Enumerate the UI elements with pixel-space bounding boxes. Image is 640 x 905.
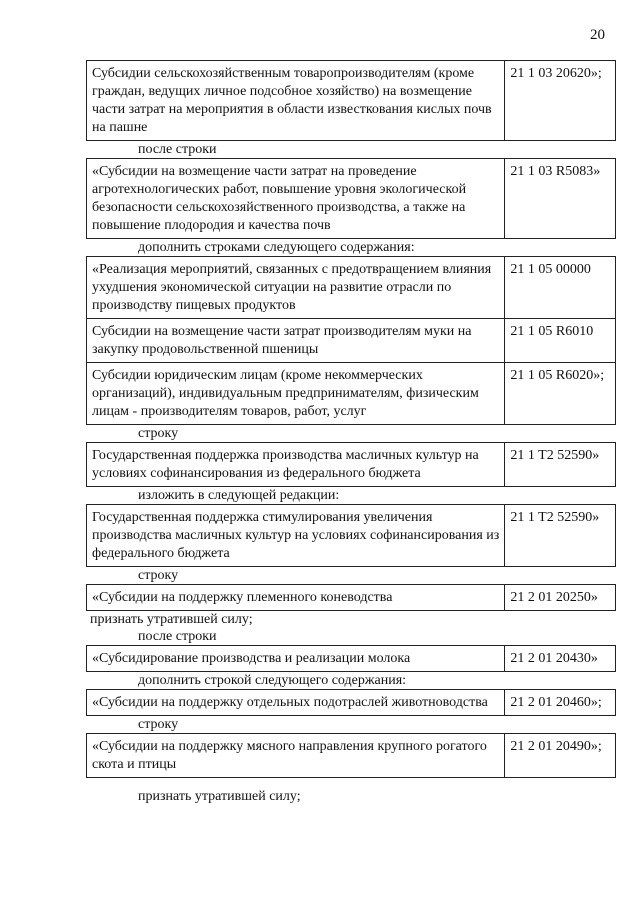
row-code-cell: 21 1 05 R6020»;: [510, 368, 605, 383]
instruction-text: после строки: [138, 142, 217, 157]
table-row: [86, 60, 616, 141]
instruction-text: строку: [138, 426, 179, 441]
row-code-cell: 21 2 01 20430»: [510, 651, 598, 666]
amendment-document: [86, 60, 616, 805]
row-name-cell: «Субсидии на поддержку племенного коневодства: [87, 585, 505, 610]
row-code-cell: 21 1 03 R5083»: [510, 164, 601, 179]
instruction-text: признать утратившей силу;: [90, 612, 253, 627]
row-code-cell: 21 1 T2 52590»: [510, 448, 600, 463]
instruction-text: строку: [138, 717, 179, 732]
row-name-cell: Субсидии юридическим лицам (кроме некоммерческих организаций), индивидуальным предпринимателям, физическим лицам - производителям товаров, работ, услуг: [87, 363, 505, 424]
table-row: [86, 158, 616, 239]
row-name-cell: Субсидии на возмещение части затрат производителям муки на закупку продовольственной пшеницы: [87, 319, 505, 362]
table-row: [86, 319, 616, 363]
row-name-cell: «Реализация мероприятий, связанных с предотвращением влияния ухудшения экономической ситуации на развитие отрасли по производству пищевых продуктов: [87, 257, 505, 318]
row-name-cell: «Субсидии на поддержку отдельных подотраслей животноводства: [87, 690, 505, 715]
row-code-cell: 21 1 03 20620»;: [510, 66, 602, 81]
row-code-cell: 21 2 01 20250»: [510, 590, 598, 605]
instruction-text: признать утратившей силу;: [138, 789, 301, 804]
row-name-cell: «Субсидирование производства и реализации молока: [87, 646, 505, 671]
row-code-cell: 21 1 05 R6010: [510, 324, 594, 339]
page-number: 20: [590, 27, 605, 43]
table-row: [86, 733, 616, 778]
instruction-text: изложить в следующей редакции:: [138, 488, 340, 503]
row-code-cell: 21 2 01 20490»;: [510, 739, 602, 754]
instruction-text: после строки: [138, 629, 217, 644]
instruction-text: строку: [138, 568, 179, 583]
row-name-cell: Субсидии сельскохозяйственным товаропроизводителям (кроме граждан, ведущих личное подсобное хозяйство) на возмещение части затрат на мероприятия в области известкования кислых почв на пашне: [87, 61, 505, 140]
row-code-cell: 21 1 05 00000: [510, 262, 591, 277]
table-row: [86, 645, 616, 672]
row-code-cell: 21 2 01 20460»;: [510, 695, 602, 710]
instruction-text: дополнить строкой следующего содержания:: [138, 673, 407, 688]
row-name-cell: Государственная поддержка производства масличных культур на условиях софинансирования из федерального бюджета: [87, 443, 505, 486]
table-row: [86, 689, 616, 716]
row-name-cell: «Субсидии на поддержку мясного направления крупного рогатого скота и птицы: [87, 734, 505, 777]
table-row: [86, 363, 616, 425]
table-row: [86, 442, 616, 487]
row-name-cell: Государственная поддержка стимулирования увеличения производства масличных культур на условиях софинансирования из федерального бюджета: [87, 505, 505, 566]
table-row: [86, 504, 616, 567]
table-row: [86, 256, 616, 319]
table-row: [86, 584, 616, 611]
instruction-text: дополнить строками следующего содержания:: [138, 240, 415, 255]
row-code-cell: 21 1 T2 52590»: [510, 510, 600, 525]
row-name-cell: «Субсидии на возмещение части затрат на проведение агротехнологических работ, повышение уровня экологической безопасности сельскохозяйственного производства, а также на повышение плодородия и качества почв: [87, 159, 505, 238]
